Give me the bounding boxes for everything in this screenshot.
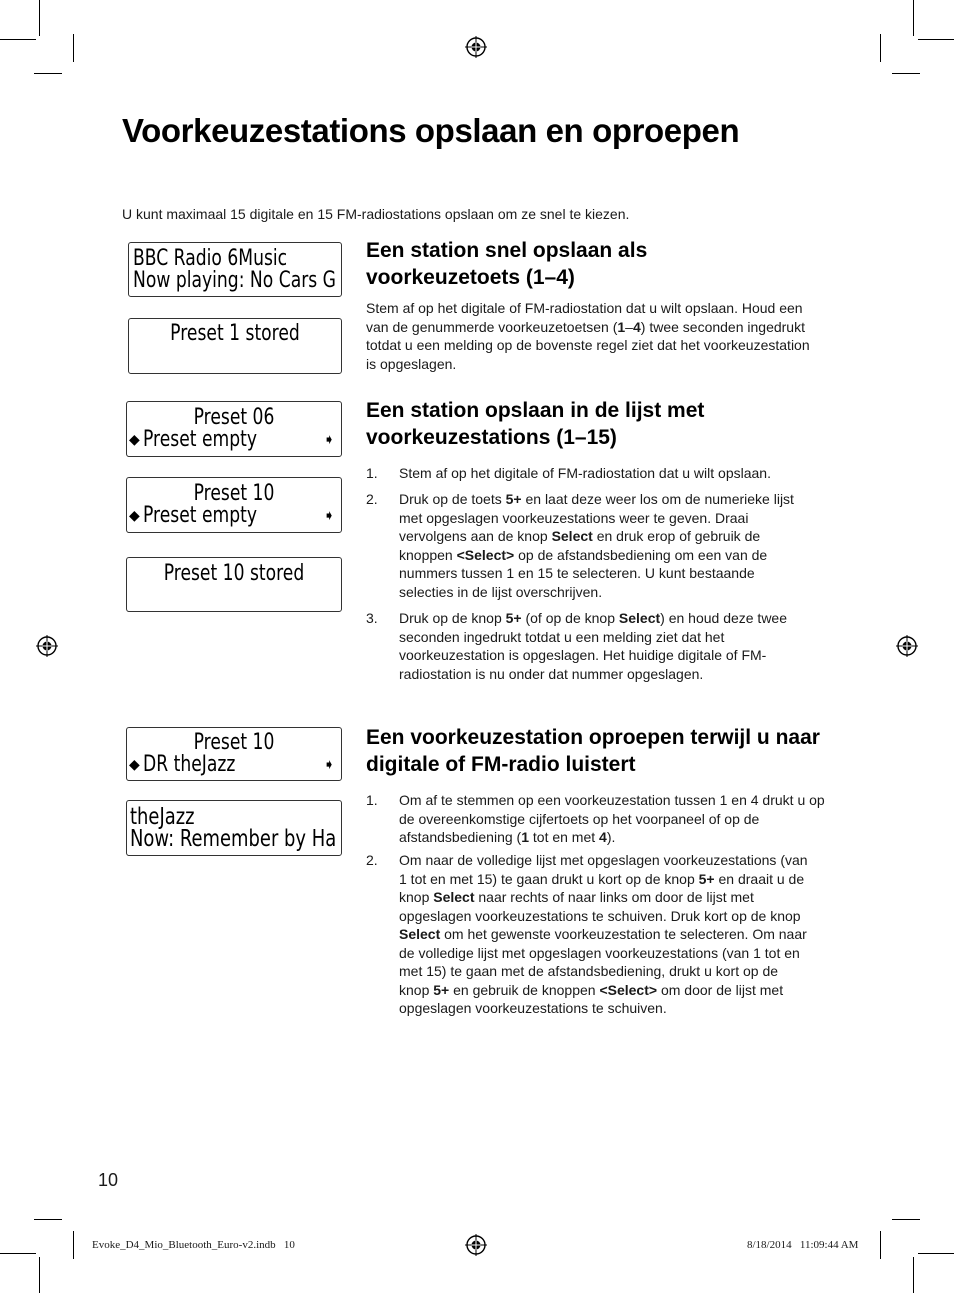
step-text: [399, 791, 831, 847]
arrow-left-icon: ◆: [129, 508, 140, 524]
bold-text: 5+: [698, 870, 715, 887]
step-number: 1.: [366, 465, 378, 481]
bold-text: Select: [551, 528, 593, 544]
lcd-line-2: Preset empty: [143, 503, 258, 528]
bold-text: <Select>: [456, 546, 515, 563]
crop-mark: [34, 73, 62, 74]
text: Druk op de toets: [399, 491, 506, 507]
crop-mark: [892, 1219, 920, 1220]
bold-text: 4: [632, 318, 641, 335]
crop-mark: [880, 34, 881, 62]
step-number: 2.: [366, 852, 378, 868]
text: en gebruik de knoppen: [449, 981, 600, 998]
crop-mark: [913, 0, 914, 36]
text: (of op de knop: [521, 610, 619, 626]
lcd-line-1: Preset 10: [193, 481, 275, 506]
registration-mark-icon: [465, 1234, 487, 1256]
section-heading: Een voorkeuzestation oproepen terwijl u naar digitale of FM-radio luistert: [366, 726, 820, 776]
lcd-line-2: Now playing: No Cars G: [133, 268, 336, 293]
crop-mark: [0, 39, 36, 40]
crop-mark: [880, 1231, 881, 1259]
lcd-display-preset-recall: [126, 727, 342, 781]
lcd-line-1: theJazz: [130, 804, 195, 830]
crop-mark: [913, 1257, 914, 1293]
step-number: 2.: [366, 491, 378, 507]
bold-text: <Select>: [599, 981, 658, 998]
text: ) en houd deze twee seconden ingedrukt totdat u een melding ziet dat het voorkeuzestation is opgeslagen. Het huidige digitale of FM-radiostation is nu onder dat nummer opgeslagen.: [399, 610, 788, 682]
text: om door de lijst met opgeslagen voorkeuzestations te schuiven.: [399, 981, 784, 1016]
bold-text: 1: [617, 318, 626, 335]
section-heading: Een station snel opslaan als voorkeuzetoets (1–4): [366, 239, 648, 289]
text: tot en met: [529, 829, 600, 845]
crop-mark: [39, 0, 40, 36]
lcd-line-1: Preset 06: [193, 405, 275, 430]
crop-mark: [34, 1219, 62, 1220]
section-paragraph: [366, 299, 816, 373]
text: Om naar de volledige lijst met opgeslagen voorkeuzestations (van 1 tot en met 15) te gaan drukt u kort op de knop: [399, 852, 808, 887]
step-number: 1.: [366, 792, 378, 808]
bold-text: 5+: [433, 981, 450, 998]
text: om het gewenste voorkeuzestation te selecteren. Om naar de volledige lijst met opgeslagen voorkeuzestations (van 1 tot en met 15) te gaan met de afstandsbediening, drukt u kort op de knop: [399, 926, 807, 998]
page-title: Voorkeuzestations opslaan en oproepen: [122, 112, 740, 149]
registration-mark-icon: [36, 635, 58, 657]
step-number: 3.: [366, 610, 378, 626]
text: ).: [606, 829, 616, 845]
step-text: [399, 490, 809, 601]
lcd-display-now-playing: [126, 800, 342, 856]
registration-mark-icon: [465, 36, 487, 58]
text: Om af te stemmen op een voorkeuzestation tussen 1 en 4 drukt u op de overeenkomstige cijfertoets op het voorpaneel of op de afstandsbediening (: [399, 792, 825, 845]
crop-mark: [73, 34, 74, 62]
text: Druk op de knop: [399, 610, 506, 626]
crop-mark: [918, 1253, 954, 1254]
step-text: [399, 851, 809, 1018]
bold-text: 1: [521, 829, 529, 845]
crop-mark: [0, 1253, 36, 1254]
text: Stem af op het digitale of FM-radiostation dat u wilt opslaan.: [399, 465, 771, 481]
lcd-line-1: Preset 10: [193, 730, 275, 755]
bold-text: 5+: [505, 610, 522, 626]
text: naar rechts of naar links om door de lijst met opgeslagen voorkeuzestations te schuiven. Druk kort op de knop: [399, 889, 801, 924]
bold-text: Select: [399, 926, 441, 942]
text: –: [625, 318, 633, 335]
bold-text: Select: [618, 610, 661, 626]
arrow-right-icon: ➧: [323, 432, 335, 448]
crop-mark: [73, 1231, 74, 1259]
crop-mark: [918, 39, 954, 40]
arrow-right-icon: ➧: [323, 508, 335, 524]
section-heading: Een station opslaan in de lijst met voorkeuzestations (1–15): [366, 399, 705, 449]
bold-text: 4: [599, 829, 607, 845]
arrow-right-icon: ➧: [323, 757, 335, 773]
lcd-display-preset-10-stored: [126, 557, 342, 612]
lcd-line-1: BBC Radio 6Music: [133, 246, 288, 271]
lcd-display-preset-stored: [128, 318, 342, 374]
bold-text: Select: [433, 889, 475, 905]
text: Stem af op het digitale of FM-radiostation dat u wilt opslaan. Houd een van de genummerde voorkeuzetoetsen (: [366, 300, 803, 335]
crop-mark: [892, 73, 920, 74]
crop-mark: [39, 1257, 40, 1293]
lcd-line-1: Preset 10 stored: [163, 561, 305, 586]
lcd-display-station-info: [128, 242, 342, 297]
page-number: 10: [98, 1170, 119, 1190]
arrow-left-icon: ◆: [129, 432, 140, 448]
step-text: [399, 464, 831, 483]
lcd-line-1: Preset 1 stored: [170, 321, 300, 346]
footer-timestamp: 8/18/2014 11:09:44 AM: [747, 1239, 859, 1251]
text: op de afstandsbediening om een van de nummers tussen 1 en 15 te selecteren. U kunt bestaande selecties in de lijst overschrijven.: [399, 546, 768, 600]
lcd-line-2: DR theJazz: [143, 752, 236, 777]
footer-file-name: Evoke_D4_Mio_Bluetooth_Euro-v2.indb 10: [92, 1239, 295, 1251]
lcd-line-2: Preset empty: [143, 427, 258, 452]
lcd-display-preset-06: [126, 401, 342, 457]
text: en druk erop of gebruik de knoppen: [399, 528, 761, 563]
text: ) twee seconden ingedrukt totdat u een melding op de bovenste regel ziet dat het voorkeuzestation is opgeslagen.: [366, 318, 810, 372]
text: en laat deze weer los om de numerieke lijst met opgeslagen voorkeuzestations weer te geven. Draai vervolgens aan de knop: [399, 491, 794, 544]
registration-mark-icon: [896, 635, 918, 657]
lcd-line-2: Now: Remember by Ha: [130, 826, 337, 852]
arrow-left-icon: ◆: [129, 757, 140, 773]
intro-text: U kunt maximaal 15 digitale en 15 FM-radiostations opslaan om ze snel te kiezen.: [122, 206, 630, 222]
bold-text: 5+: [505, 491, 522, 507]
lcd-display-preset-10: [126, 477, 342, 533]
step-text: [399, 609, 804, 683]
text: en draait u de knop: [399, 870, 805, 905]
